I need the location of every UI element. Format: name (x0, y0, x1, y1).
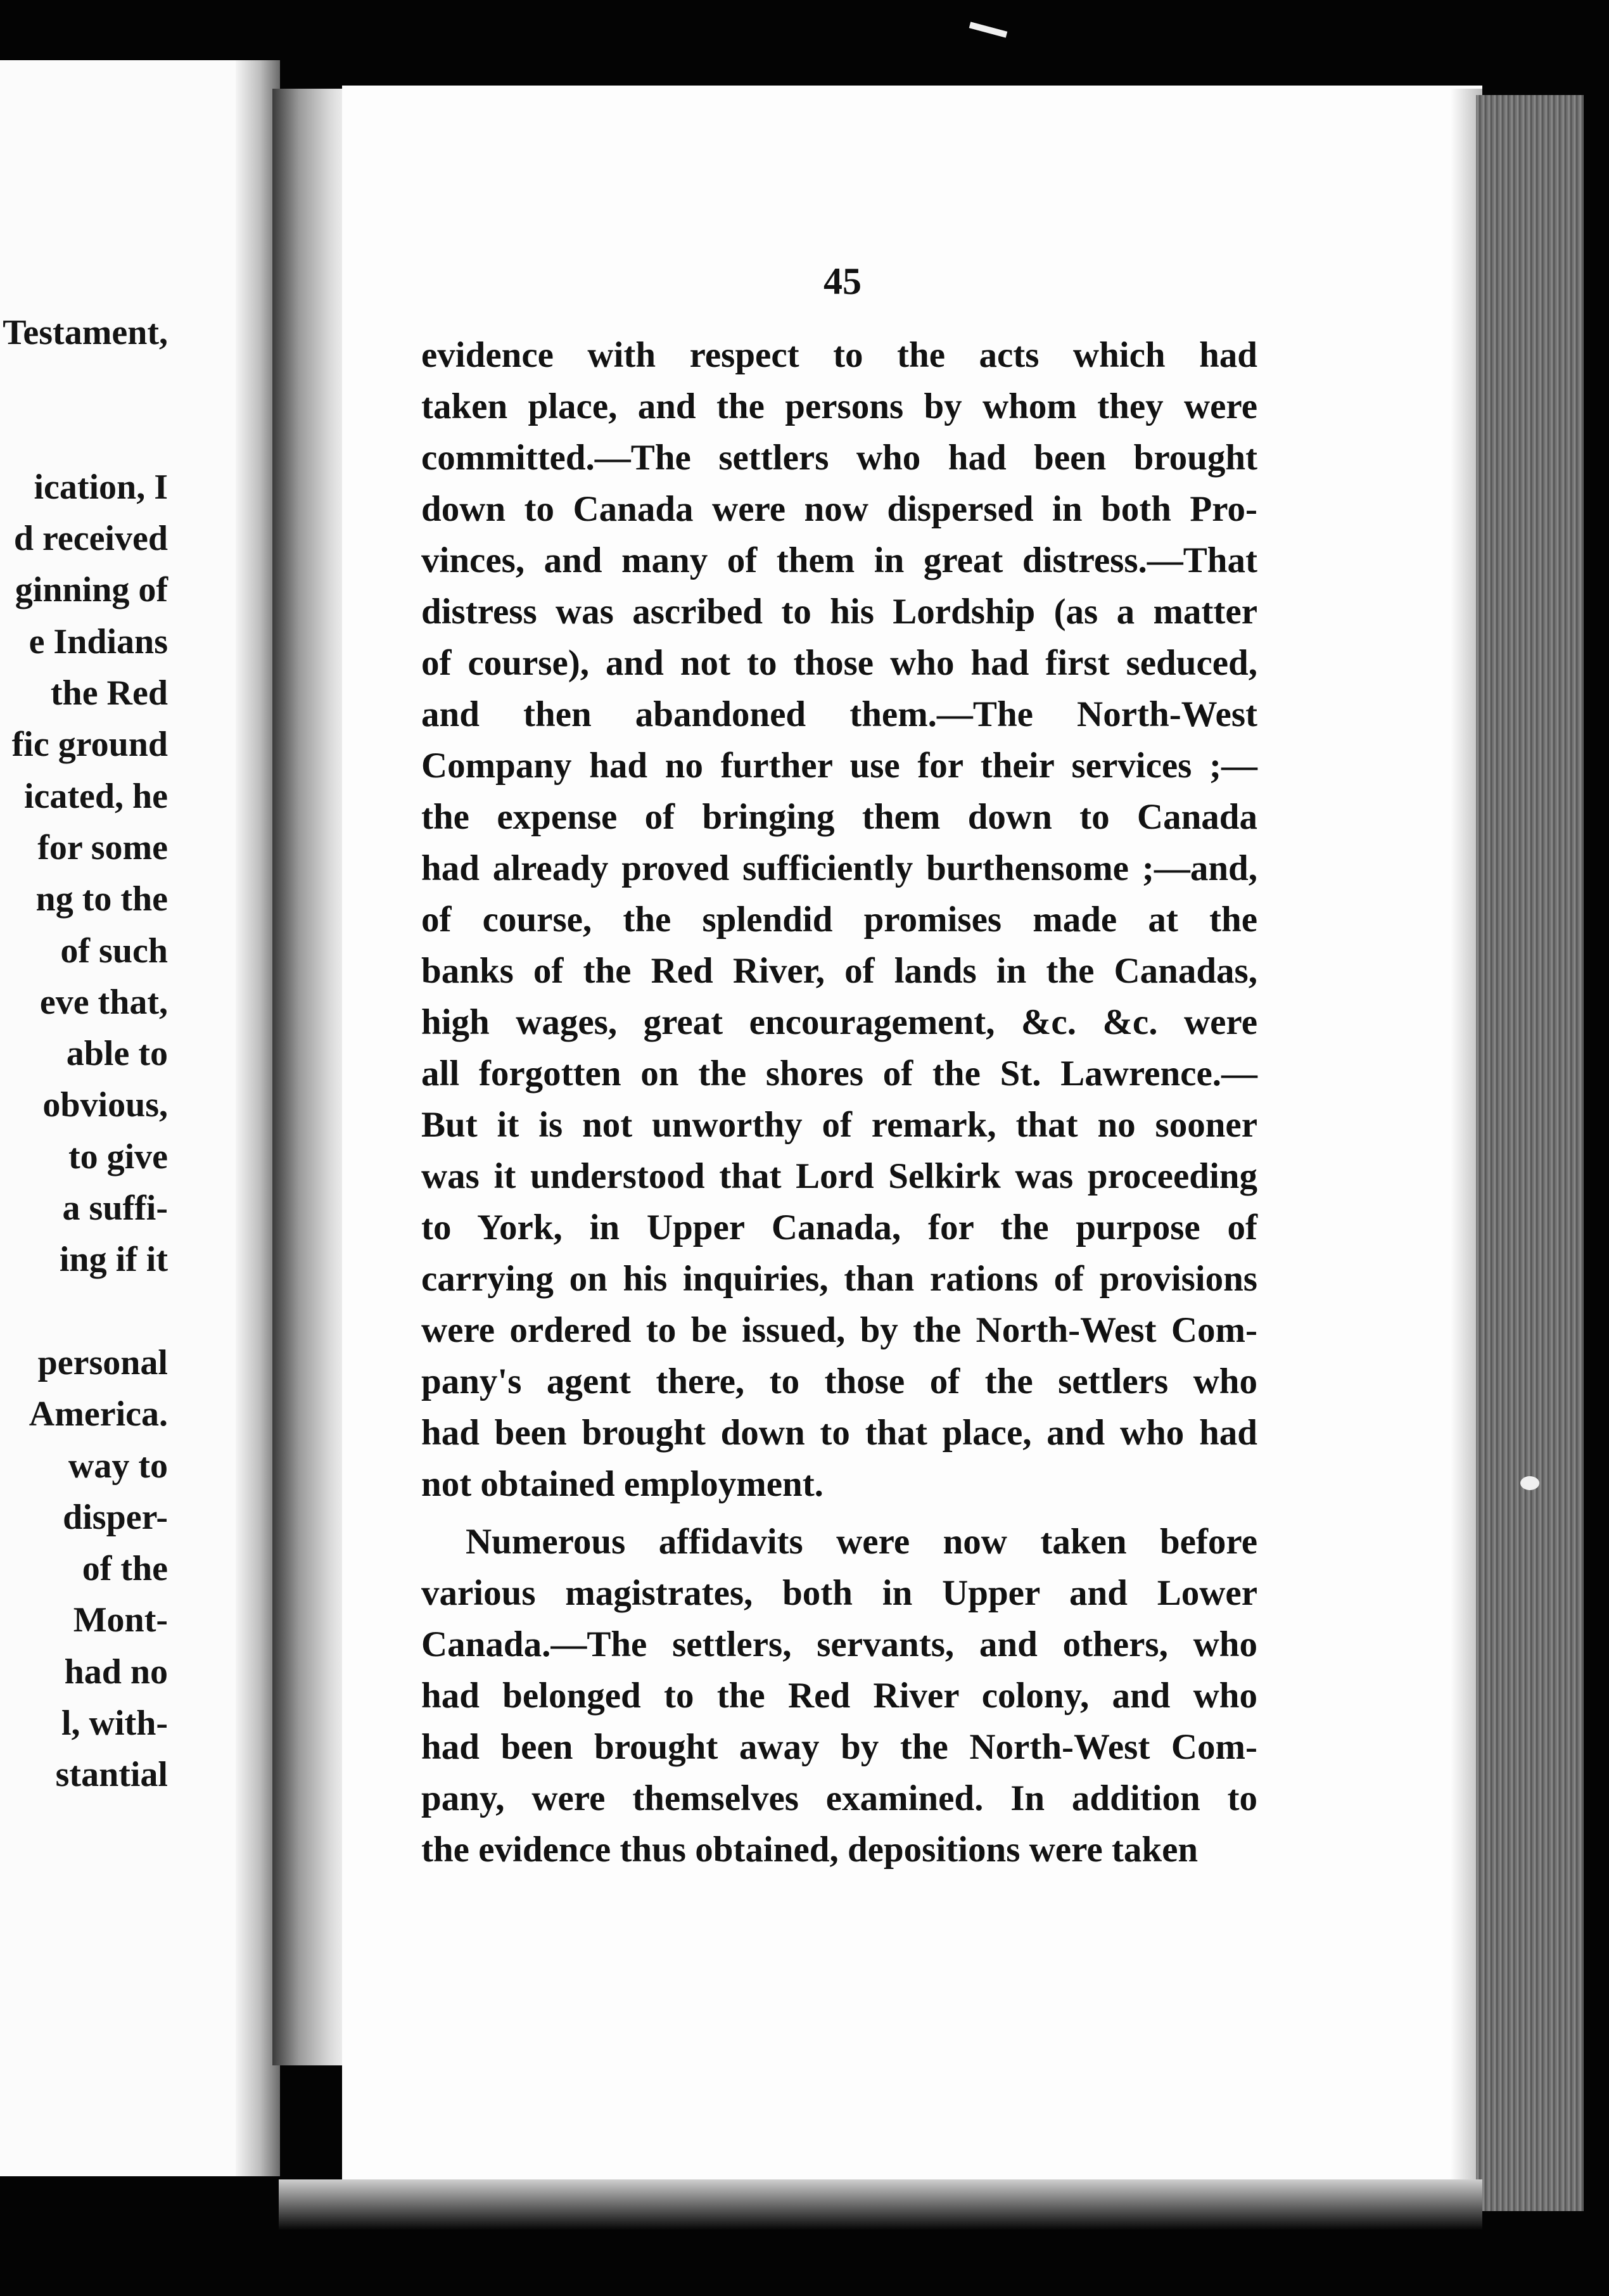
paragraph-2 (421, 1516, 1257, 1875)
left-page-line: Mont- (73, 1600, 168, 1640)
left-page-line: ing if it (59, 1240, 168, 1280)
text-line: distress was ascribed to his Lordship (as a matter (421, 592, 1257, 632)
left-page-line: way to (68, 1446, 168, 1486)
left-page-line: able to (66, 1034, 168, 1074)
scan-speck (969, 22, 1008, 37)
text-line: of course), and not to those who had first seduced, (421, 643, 1257, 683)
text-line: Canada.—The settlers, servants, and others, who (421, 1624, 1257, 1664)
left-page-line: l, with- (61, 1704, 168, 1744)
left-page-line: a suffi- (62, 1189, 168, 1228)
text-line: pany's agent there, to those of the settlers who (421, 1362, 1257, 1401)
text-line: carrying on his inquiries, than rations of provisions (421, 1259, 1257, 1299)
left-page-line: icated, he (23, 776, 168, 816)
left-facing-page (0, 60, 276, 2176)
text-line: had been brought down to that place, and who had (421, 1413, 1257, 1453)
text-line: had already proved sufficiently burthensome ;—and, (421, 848, 1257, 888)
left-page-text (3, 307, 168, 1801)
text-line: vinces, and many of them in great distress.—That (421, 540, 1257, 580)
text-line: the expense of bringing them down to Canada (421, 797, 1257, 837)
text-line: high wages, great encouragement, &c. &c. were (421, 1002, 1257, 1042)
text-line: of course, the splendid promises made at the (421, 900, 1257, 940)
left-page-line: e Indians (29, 622, 168, 661)
text-line: to York, in Upper Canada, for the purpose of (421, 1208, 1257, 1247)
text-line: all forgotten on the shores of the St. Lawrence.— (421, 1054, 1257, 1094)
left-page-line: ginning of (15, 570, 168, 610)
left-page-line: fic ground (11, 725, 168, 765)
text-line: was it understood that Lord Selkirk was proceeding (421, 1156, 1257, 1196)
text-line: had been brought away by the North-West Com- (421, 1727, 1257, 1767)
left-page-line (3, 1286, 168, 1337)
left-page-line: stantial (55, 1755, 168, 1795)
paragraph-1 (421, 329, 1257, 1510)
text-line: taken place, and the persons by whom they were (421, 386, 1257, 426)
text-line: pany, were themselves examined. In addition to (421, 1778, 1257, 1818)
text-line: had belonged to the Red River colony, and who (421, 1676, 1257, 1716)
left-page-line (3, 411, 168, 462)
left-page-line: disper- (63, 1497, 168, 1537)
text-line: down to Canada were now dispersed in both Pro- (421, 489, 1257, 529)
page-number: 45 (824, 260, 862, 302)
left-page-line: Testament, (3, 313, 168, 352)
text-line: But it is not unworthy of remark, that no sooner (421, 1105, 1257, 1145)
text-line: were ordered to be issued, by the North-West Com- (421, 1310, 1257, 1350)
scan-speck (1520, 1476, 1539, 1490)
left-page-line: personal (37, 1343, 168, 1382)
left-page-line: for some (37, 827, 168, 867)
left-page-line: to give (68, 1137, 168, 1177)
left-page-line: d received (13, 519, 168, 559)
text-line: Numerous affidavits were now taken before (466, 1522, 1257, 1562)
left-page-line: of such (60, 931, 168, 971)
text-line: the evidence thus obtained, depositions were taken (421, 1830, 1199, 1870)
left-page-line: had no (64, 1652, 168, 1692)
left-page-line: obvious, (42, 1085, 168, 1125)
text-line: various magistrates, both in Upper and Lower (421, 1573, 1257, 1613)
text-line: and then abandoned them.—The North-West (421, 694, 1257, 734)
book-page-edges (1476, 95, 1584, 2211)
left-page-line (3, 359, 168, 410)
page-body-text (421, 329, 1257, 1875)
text-line: not obtained employment. (421, 1464, 824, 1504)
text-line: Company had no further use for their services ;— (421, 746, 1257, 786)
text-line: evidence with respect to the acts which had (421, 335, 1257, 375)
left-page-line: of the (82, 1549, 168, 1589)
left-page-line: eve that, (39, 982, 168, 1022)
bottom-shadow (279, 2179, 1482, 2230)
left-page-line: ication, I (34, 467, 168, 507)
left-page-line: the Red (50, 673, 168, 713)
left-page-line: ng to the (35, 879, 168, 919)
binding-gutter-shadow (272, 89, 348, 2065)
text-line: banks of the Red River, of lands in the Canadas, (421, 951, 1257, 991)
text-line: committed.—The settlers who had been brought (421, 438, 1257, 478)
left-page-line: America. (29, 1394, 168, 1434)
